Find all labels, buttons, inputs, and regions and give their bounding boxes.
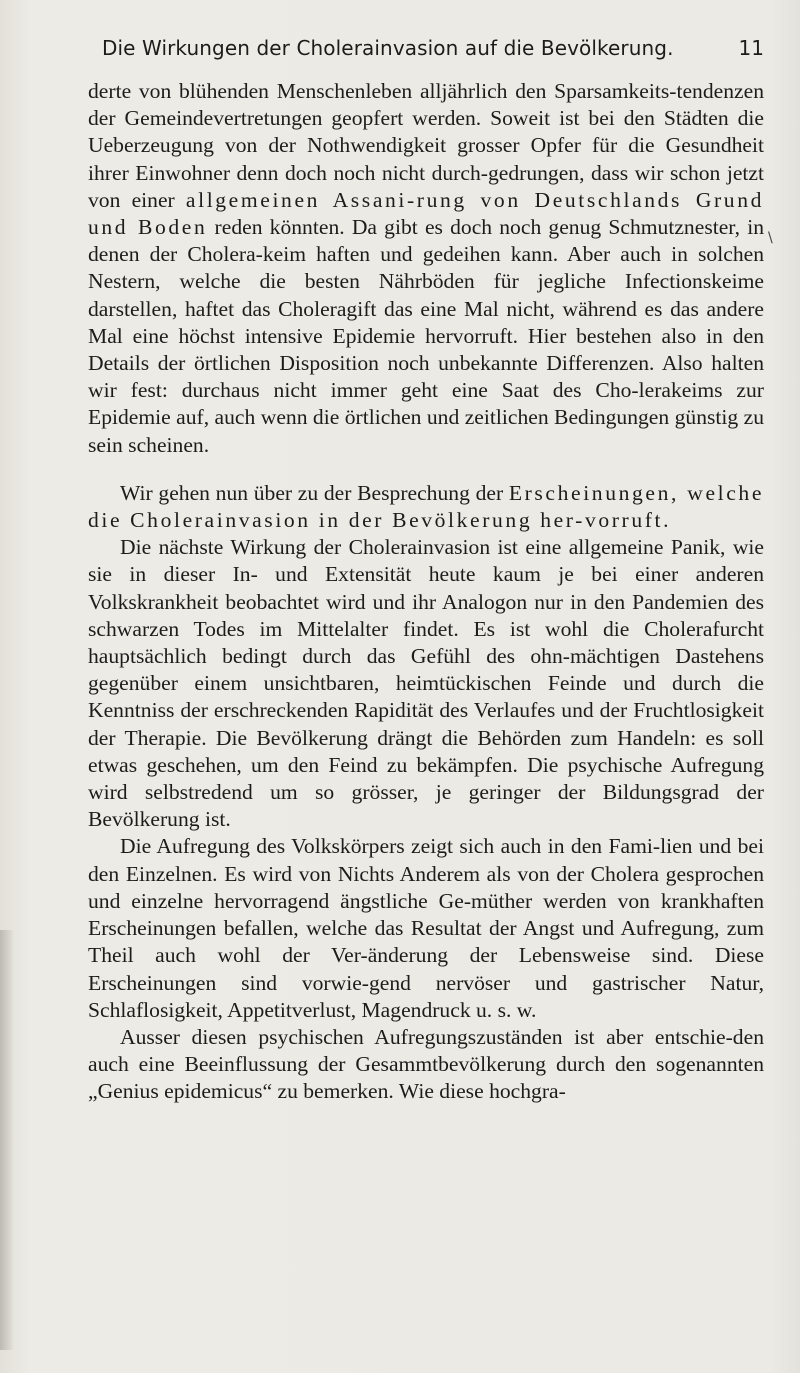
paragraph	[88, 1024, 764, 1106]
running-title: Die Wirkungen der Cholerainvasion auf die Bevölkerung.	[102, 36, 674, 60]
text-run: Die nächste Wirkung der Cholerainvasion ist eine allgemeine Panik, wie sie in dieser In- und Extensität heute kaum je bei einer anderen Volkskrankheit beobachtet wird und ihr Analogon nur in den Pandemien des schwarzen Todes im Mittelalter findet. Es ist wohl die Cholerafurcht hauptsächlich bedingt durch das Gefühl des ohn-mächtigen Dastehens gegenüber einem unsichtbaren, heimtückischen Feinde und durch die Kenntniss der erschreckenden Rapidität des Verlaufes und der Fruchtlosigkeit der Therapie. Die Bevölkerung drängt die Behörden zum Handeln: es soll etwas geschehen, um den Feind zu bekämpfen. Die psychische Aufregung wird selbstredend um so grösser, je geringer der Bildungsgrad der Bevölkerung ist.	[88, 535, 764, 832]
paragraph	[88, 78, 764, 459]
text-run: derte von blühenden Menschenleben alljährlich den Sparsamkeits-tendenzen der Gemeindevertretungen geopfert werden. Soweit ist bei den Städten die Ueberzeugung von der Nothwendigkeit grosser Opfer für die Gesundheit ihrer Einwohner denn doch noch nicht durch-gedrungen, dass wir schon jetzt von einer	[88, 79, 764, 212]
page-header	[88, 36, 764, 66]
spaced-emphasis: allgemeinen Assani-rung von Deutschlands Grund und Boden	[88, 187, 764, 240]
body-text	[88, 78, 764, 1106]
margin-mark: \	[768, 230, 773, 246]
text-run: reden könnten. Da gibt es doch noch genug Schmutznester, in denen der Cholera-keim haften und gedeihen kann. Aber auch in solchen Nestern, welche die besten Nährböden für jegliche Infectionskeime darstellen, haftet das Choleragift das eine Mal nicht, während es das andere Mal eine höchst intensive Epidemie hervorruft. Hier bestehen also in den Details der örtlichen Disposition noch unbekannte Differenzen. Also halten wir fest: durchaus nicht immer geht eine Saat des Cho-lerakeims zur Epidemie auf, auch wenn die örtlichen und zeitlichen Bedingungen günstig zu sein scheinen.	[88, 215, 764, 457]
spaced-emphasis: Erscheinungen, welche die Cholerainvasion in der Bevölkerung her-vorruft.	[88, 480, 764, 533]
page-edge-shadow	[0, 930, 14, 1350]
paragraph	[88, 534, 764, 833]
paragraph	[88, 833, 764, 1023]
text-run: Die Aufregung des Volkskörpers zeigt sich auch in den Fami-lien und bei den Einzelnen. Es wird von Nichts Anderem als von der Cholera gesprochen und einzelne hervorragend ängstliche Ge-müther werden von krankhaften Erscheinungen befallen, welche das Resultat der Angst und Aufregung, zum Theil auch wohl der Ver-änderung der Lebensweise sind. Diese Erscheinungen sind vorwie-gend nervöser und gastrischer Natur, Schlaflosigkeit, Appetitverlust, Magendruck u. s. w.	[88, 834, 764, 1022]
text-run: Ausser diesen psychischen Aufregungszuständen ist aber entschie-den auch eine Beeinflussung der Gesammtbevölkerung durch den sogenannten „Genius epidemicus“ zu bemerken. Wie diese hochgra-	[88, 1024, 764, 1104]
text-run: Wir gehen nun über zu der Besprechung der	[120, 480, 509, 505]
page-number: 11	[738, 36, 764, 60]
paragraph	[88, 480, 764, 534]
